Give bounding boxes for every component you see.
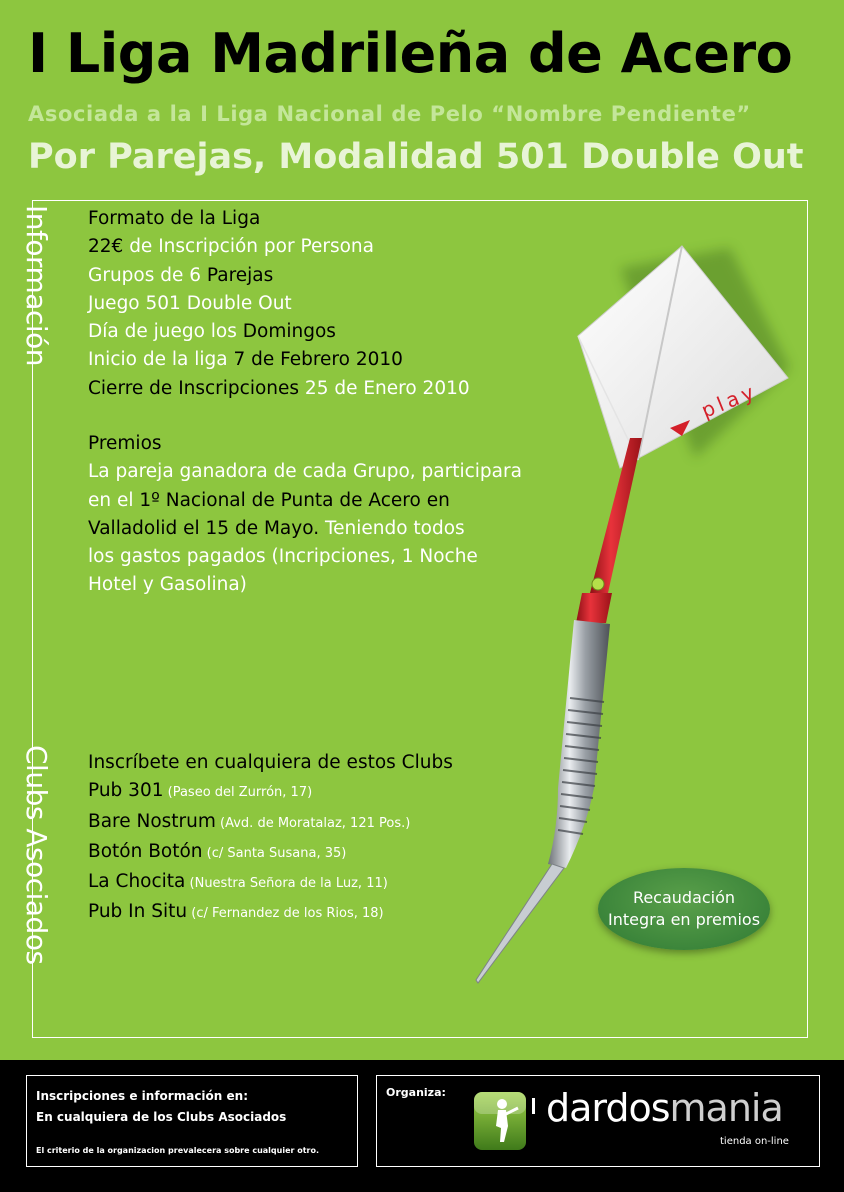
format-line-groups: Grupos de 6 Parejas <box>88 264 274 286</box>
format-line-close: Cierre de Inscripciones 25 de Enero 2010 <box>88 377 470 399</box>
prizes-section <box>88 430 522 600</box>
club-item: La Chocita (Nuestra Señora de la Luz, 11) <box>88 871 388 893</box>
prizes-line: los gastos pagados (Incripciones, 1 Noche <box>88 546 478 568</box>
dardosmania-logo-icon <box>472 1090 528 1152</box>
club-item: Pub In Situ (c/ Fernandez de los Rios, 18) <box>88 901 384 923</box>
organizer-label: Organiza: <box>386 1086 446 1099</box>
subtitle: Asociada a la I Liga Nacional de Pelo “Nombre Pendiente” <box>28 102 751 126</box>
prizes-heading: Premios <box>88 433 162 454</box>
format-line-game: Juego 501 Double Out <box>88 292 292 314</box>
prizes-line: Hotel y Gasolina) <box>88 574 247 596</box>
prizes-line: La pareja ganadora de cada Grupo, participara <box>88 461 522 483</box>
badge-line: Recaudación <box>632 888 736 907</box>
dardosmania-logo-text: dardosmania <box>546 1086 783 1130</box>
page-title: I Liga Madrileña de Acero <box>28 22 793 85</box>
footer-disclaimer: El criterio de la organizacion prevalecera sobre cualquier otro. <box>36 1146 320 1155</box>
mode-heading: Por Parejas, Modalidad 501 Double Out <box>28 137 804 177</box>
badge-line: Integra en premios <box>607 910 761 929</box>
format-heading: Formato de la Liga <box>88 208 261 229</box>
dart-flight <box>578 246 788 468</box>
footer-info-text: Inscripciones e información en: En cualquiera de los Clubs Asociados <box>36 1089 287 1124</box>
prizes-line: en el 1º Nacional de Punta de Acero en <box>88 489 450 511</box>
dart-barrel <box>548 620 610 868</box>
side-label-info: Información <box>20 205 53 366</box>
club-item: Botón Botón (c/ Santa Susana, 35) <box>88 840 347 862</box>
prize-badge <box>598 868 770 950</box>
logo-separator <box>532 1098 535 1114</box>
format-line-day: Día de juego los Domingos <box>88 321 336 343</box>
dart-point <box>476 864 564 983</box>
format-line-fee: 22€ de Inscripción por Persona <box>88 236 374 258</box>
side-label-clubs: Clubs Asociados <box>20 745 53 965</box>
format-line-start: Inicio de la liga 7 de Febrero 2010 <box>88 349 403 371</box>
dart-shaft <box>590 438 642 593</box>
prizes-line: Valladolid el 15 de Mayo. Teniendo todos <box>88 517 465 539</box>
clubs-heading: Inscríbete en cualquiera de estos Clubs <box>88 752 453 773</box>
club-item: Bare Nostrum (Avd. de Moratalaz, 121 Pos.) <box>88 810 411 832</box>
clubs-section <box>88 749 453 929</box>
flight-text: play <box>697 378 761 423</box>
logo-tagline: tienda on-line <box>720 1136 789 1147</box>
club-item: Pub 301 (Paseo del Zurrón, 17) <box>88 780 313 802</box>
format-section <box>88 205 470 403</box>
